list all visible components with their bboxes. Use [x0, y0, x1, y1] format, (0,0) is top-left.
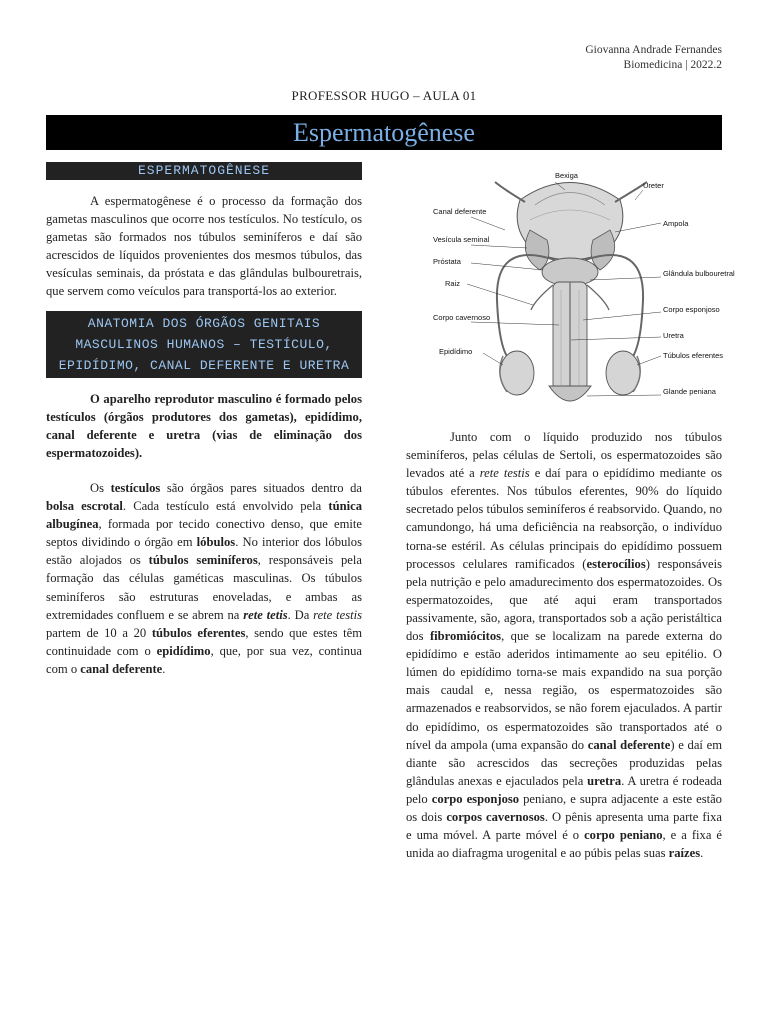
author-name: Giovanna Andrade Fernandes	[585, 44, 722, 56]
author-course: Biomedicina | 2022.2	[623, 59, 722, 71]
right-column	[406, 428, 722, 862]
label-tubulos-eferentes: Túbulos eferentes	[663, 351, 724, 360]
label-bexiga: Bexiga	[555, 171, 578, 180]
label-canal-deferente: Canal deferente	[433, 207, 487, 216]
label-glandula-bulbouretral: Glândula bulbouretral	[663, 269, 735, 278]
label-corpo-esponjoso: Corpo esponjoso	[663, 305, 720, 314]
left-column	[46, 162, 362, 678]
label-vesicula-seminal: Vesícula seminal	[433, 235, 490, 244]
anatomy-figure	[425, 160, 735, 422]
section2-intro-paragraph: O aparelho reprodutor masculino é formado pelos testículos (órgãos produtores dos gametas), epidídimo, canal deferente e uretra (vias de eliminação dos espermatozoides).	[46, 391, 362, 460]
section-heading-espermatogenese: ESPERMATOGÊNESE	[46, 162, 362, 180]
label-glande-peniana: Glande peniana	[663, 387, 716, 396]
label-epididimo: Epidídimo	[439, 347, 473, 356]
label-ampola: Ampola	[663, 219, 689, 228]
label-raiz: Raiz	[445, 279, 461, 288]
male-reproductive-illustration	[425, 160, 735, 422]
author-block	[585, 43, 722, 73]
section1-paragraph: A espermatogênese é o processo da formação dos gametas masculinos que ocorre nos testículos. No testículo, os gametas são formados nos túbulos seminíferos e daí são acrescidos de líquidos provenientes dos mesmos túbulos, das vesículas seminais, da próstata e das glândulas bulbouretrais, que servem como veículos para transportá-los ao exterior.	[46, 194, 362, 299]
label-ureter: Ureter	[643, 181, 664, 190]
page-subtitle: PROFESSOR HUGO – AULA 01	[291, 88, 477, 103]
label-corpo-cavernoso: Corpo cavernoso	[433, 313, 491, 322]
testiculos-paragraph: Os testículos são órgãos pares situados dentro da bolsa escrotal. Cada testículo está envolvido pela túnica albugínea, formada por tecido conectivo denso, que emite septos dividindo o órgão em lóbulos. No interior dos lóbulos estão alojados os túbulos seminíferos, responsáveis pela formação das células gaméticas masculinas. Os túbulos seminíferos são estruturas enoveladas, e ambas as extremidades confluem e se abrem na rete tetis. Da rete testis partem de 10 a 20 túbulos eferentes, sendo que estes têm continuidade com o epidídimo, que, por sua vez, continua com o canal deferente.	[46, 480, 363, 676]
label-prostata: Próstata	[433, 257, 461, 266]
page-title: Espermatogênese	[46, 115, 722, 150]
section-heading-anatomia: ANATOMIA DOS ÓRGÃOS GENITAIS MASCULINOS HUMANOS – TESTÍCULO, EPIDÍDIMO, CANAL DEFERENTE E URETRA	[46, 311, 362, 378]
epididimo-paragraph: Junto com o líquido produzido nos túbulos seminíferos, pelas células de Sertoli, os espermatozoides são levados até a rete testis e daí para o epidídimo mediante os túbulos eferentes. Nos túbulos eferentes, 90% do líquido secretado pelos túbulos seminíferos é reabsorvido. Quando, no camundongo, há uma deficiência na reabsorção, o indivíduo torna-se estéril. As células principais do epidídimo possuem processos celulares ramificados (esterocílios) responsáveis pela nutrição e pelo amadurecimento dos espermatozoides. Os espermatozoides, que até aqui eram transportados passivamente, são, agora, transportados sob a ação peristáltica dos fibromiócitos, que se localizam na parede externa do epidídimo e estão aderidos intimamente ao seu epitélio. O lúmen do epidídimo torna-se mais expandido na sua porção mais caudal e, nessa região, os espermatozoides são armazenados e reabsorvidos, se não forem ejaculados. A partir do epidídimo, os espermatozoides são transportados até o nível da ampola (uma expansão do canal deferente) e daí em diante são acrescidos das secreções produzidas pelas glândulas anexas e ejaculados pela uretra. A uretra é rodeada pelo corpo esponjoso peniano, e supra adjacente a este estão os dois corpos cavernosos. O pênis apresenta uma parte fixa e uma móvel. A parte móvel é o corpo peniano, e a fixa é unida ao diafragma urogenital e ao púbis pelas suas raízes.	[406, 430, 723, 861]
label-uretra: Uretra	[663, 331, 684, 340]
